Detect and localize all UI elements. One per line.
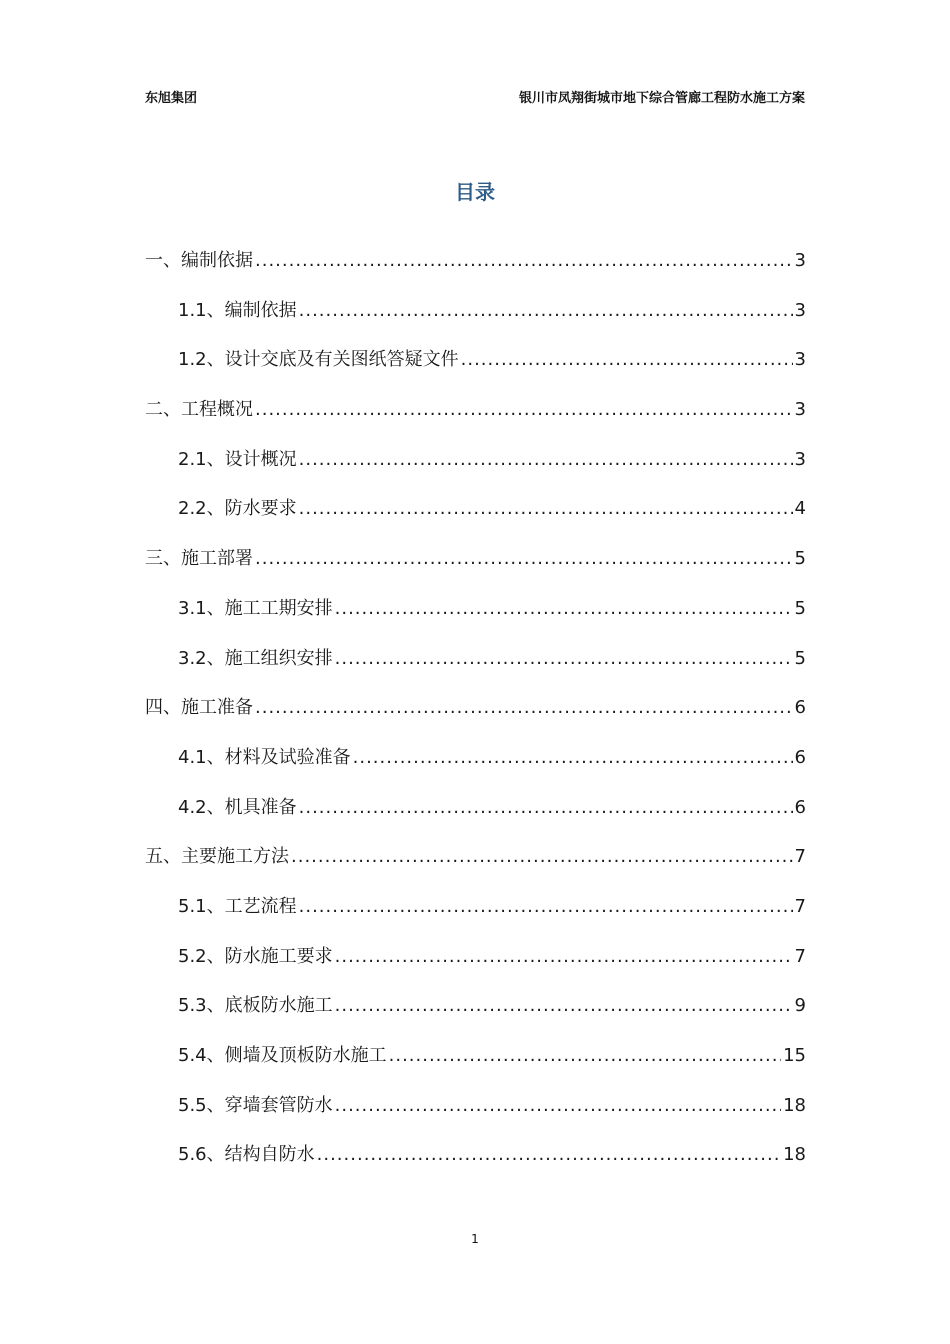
toc-dot-leader bbox=[353, 747, 793, 768]
toc-entry-page: 15 bbox=[783, 1045, 806, 1066]
toc-entry-page: 7 bbox=[794, 895, 806, 917]
toc-entry[interactable] bbox=[145, 445, 806, 495]
toc-entry-text: 4.1、材料及试验准备 bbox=[178, 746, 351, 768]
toc-entry[interactable] bbox=[145, 1041, 806, 1091]
toc-entry-page: 18 bbox=[783, 1144, 806, 1166]
toc-entry[interactable] bbox=[145, 246, 806, 296]
toc-entry-text: 5.5、穿墙套管防水 bbox=[178, 1094, 333, 1116]
toc-entry-page: 3 bbox=[794, 399, 806, 421]
toc-dot-leader bbox=[335, 598, 793, 619]
toc-entry[interactable] bbox=[145, 793, 806, 843]
toc-entry[interactable] bbox=[145, 395, 806, 445]
toc-dot-leader bbox=[255, 250, 793, 271]
toc-entry-text: 三、施工部署 bbox=[145, 548, 253, 570]
toc-entry-text: 4.2、机具准备 bbox=[178, 796, 297, 818]
toc-dot-leader bbox=[255, 399, 793, 420]
toc-dot-leader bbox=[299, 896, 793, 917]
toc-entry-text: 5.6、结构自防水 bbox=[178, 1144, 315, 1166]
toc-entry[interactable] bbox=[145, 494, 806, 544]
toc-entry-page: 18 bbox=[783, 1094, 806, 1116]
toc-entry[interactable] bbox=[145, 1091, 806, 1141]
toc-dot-leader bbox=[255, 697, 793, 718]
toc-entry[interactable] bbox=[145, 942, 806, 992]
toc-entry-text: 1.2、设计交底及有关图纸答疑文件 bbox=[178, 349, 459, 371]
toc-entry[interactable] bbox=[145, 345, 806, 395]
toc-entry[interactable] bbox=[145, 544, 806, 594]
toc-dot-leader bbox=[389, 1045, 781, 1066]
toc-entry-text: 五、主要施工方法 bbox=[145, 846, 289, 868]
toc-entry[interactable] bbox=[145, 594, 806, 644]
toc-dot-leader bbox=[299, 300, 793, 321]
toc-dot-leader bbox=[255, 548, 793, 569]
toc-entry-text: 5.1、工艺流程 bbox=[178, 895, 297, 917]
toc-dot-leader bbox=[291, 846, 793, 867]
toc-entry-page: 5 bbox=[794, 647, 806, 669]
toc-entry-page: 4 bbox=[794, 498, 806, 520]
toc-entry-page: 3 bbox=[794, 448, 806, 470]
toc-entry-page: 3 bbox=[794, 250, 806, 271]
toc-entry-page: 9 bbox=[794, 995, 806, 1017]
toc-entry[interactable] bbox=[145, 743, 806, 793]
toc-entry-text: 5.3、底板防水施工 bbox=[178, 995, 333, 1017]
toc-dot-leader bbox=[461, 349, 793, 370]
toc-entry-text: 二、工程概况 bbox=[145, 399, 253, 421]
toc-entry-page: 6 bbox=[794, 697, 806, 719]
toc-entry-page: 5 bbox=[794, 597, 806, 619]
toc-entry[interactable] bbox=[145, 1140, 806, 1190]
table-of-contents bbox=[145, 246, 806, 1190]
toc-entry[interactable] bbox=[145, 991, 806, 1041]
toc-entry-page: 3 bbox=[794, 349, 806, 371]
toc-entry[interactable] bbox=[145, 842, 806, 892]
toc-entry[interactable] bbox=[145, 296, 806, 346]
toc-dot-leader bbox=[299, 797, 793, 818]
toc-entry[interactable] bbox=[145, 693, 806, 743]
toc-dot-leader bbox=[299, 498, 793, 519]
toc-entry[interactable] bbox=[145, 644, 806, 694]
toc-entry-page: 7 bbox=[794, 945, 806, 967]
header-company: 东旭集团 bbox=[145, 91, 198, 106]
toc-entry[interactable] bbox=[145, 892, 806, 942]
toc-entry-page: 7 bbox=[794, 846, 806, 868]
toc-entry-text: 四、施工准备 bbox=[145, 697, 253, 719]
toc-entry-text: 5.4、侧墙及顶板防水施工 bbox=[178, 1045, 387, 1066]
toc-dot-leader bbox=[335, 995, 793, 1016]
toc-entry-text: 2.2、防水要求 bbox=[178, 498, 297, 520]
toc-entry-page: 5 bbox=[794, 548, 806, 570]
toc-dot-leader bbox=[299, 449, 793, 470]
toc-dot-leader bbox=[317, 1144, 781, 1165]
header-document-title: 银川市凤翔街城市地下综合管廊工程防水施工方案 bbox=[518, 91, 805, 106]
toc-entry-text: 一、编制依据 bbox=[145, 250, 253, 271]
toc-entry-text: 5.2、防水施工要求 bbox=[178, 945, 333, 967]
toc-entry-text: 3.1、施工工期安排 bbox=[178, 597, 333, 619]
toc-title: 目录 bbox=[455, 180, 495, 204]
toc-entry-text: 2.1、设计概况 bbox=[178, 448, 297, 470]
page-number: 1 bbox=[471, 1232, 479, 1246]
toc-entry-page: 6 bbox=[794, 746, 806, 768]
toc-entry-text: 3.2、施工组织安排 bbox=[178, 647, 333, 669]
toc-entry-text: 1.1、编制依据 bbox=[178, 299, 297, 321]
toc-entry-page: 3 bbox=[794, 299, 806, 321]
toc-dot-leader bbox=[335, 1095, 781, 1116]
toc-dot-leader bbox=[335, 946, 793, 967]
toc-dot-leader bbox=[335, 648, 793, 669]
toc-entry-page: 6 bbox=[794, 796, 806, 818]
